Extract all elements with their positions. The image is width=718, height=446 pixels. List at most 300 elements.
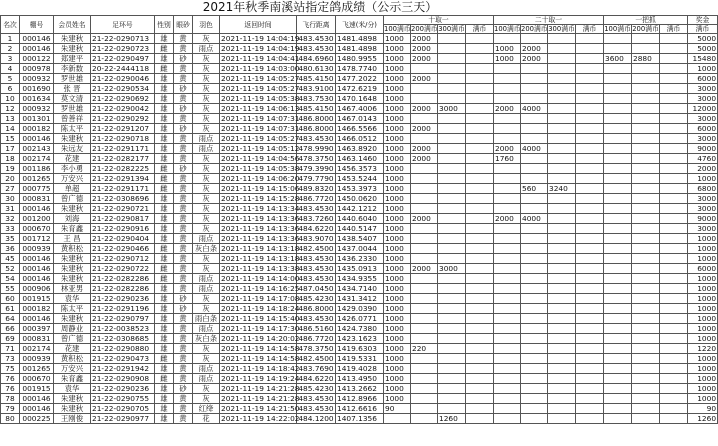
cell-time: 2021-11-19 14:14:58: [221, 344, 300, 353]
cell-ring: 21-22-0290797: [91, 314, 155, 324]
header-row-groups: [1, 16, 718, 25]
cell-rank: 18: [1, 154, 20, 164]
cell-color: 雨点: [193, 324, 220, 334]
cell-time: 2021-11-19 14:18:24: [221, 304, 300, 313]
cell-speed: 1463.1460: [336, 154, 384, 164]
cell-top20: [521, 164, 548, 174]
cell-eye: 黄: [174, 214, 193, 224]
cell-top20: [576, 94, 604, 104]
cell-sex: 雌: [155, 44, 174, 54]
cell-distance: 478.3750: [298, 344, 334, 353]
cell-top20: [576, 254, 604, 264]
cell-sex: 雄: [155, 414, 174, 424]
cell-all: 2880: [632, 54, 660, 64]
cell-all: [632, 144, 660, 154]
cell-ring: 21-22-0290466: [91, 244, 155, 254]
cell-prize: 1000: [688, 284, 718, 294]
cell-top20: [494, 354, 521, 364]
cell-eye: 砂: [174, 164, 193, 174]
cell-all: [660, 104, 688, 114]
cell-all: [604, 194, 632, 204]
cell-member: 罗世雄: [54, 74, 91, 84]
cell-all: [632, 194, 660, 204]
cell-all: [660, 144, 688, 154]
cell-time: 2021-11-19 14:17:30: [221, 324, 300, 333]
cell-speed: 1456.3573: [336, 164, 384, 174]
cell-prize: 1000: [688, 324, 718, 334]
cell-top10: [438, 334, 466, 344]
cell-top20: [576, 224, 604, 234]
cell-top10: [411, 64, 438, 74]
cell-pen: 001265: [20, 364, 54, 374]
cell-distance: 486.8000: [298, 304, 334, 313]
cell-top20: [521, 294, 548, 304]
cell-top20: [521, 154, 548, 164]
cell-sex: 雄: [155, 104, 174, 114]
cell-top10: [411, 384, 438, 394]
cell-sex: 雄: [155, 324, 174, 334]
col-speed: 飞速(米/分): [336, 16, 384, 34]
table-row: [1, 374, 718, 384]
cell-top10: [466, 264, 494, 274]
cell-all: [660, 74, 688, 84]
cell-all: [632, 214, 660, 224]
cell-speed: 1429.0390: [336, 304, 384, 314]
cell-member: 单超: [54, 184, 91, 194]
cell-pen: 001634: [20, 94, 54, 104]
sub-top20-100: 100满币: [494, 25, 521, 33]
cell-sex: 雄: [155, 344, 174, 354]
cell-sex: 雄: [155, 74, 174, 84]
cell-color: 灰白条: [193, 244, 220, 254]
cell-top20: [521, 124, 548, 134]
cell-pen: 001915: [20, 384, 54, 394]
cell-pen: 000146: [20, 264, 54, 274]
cell-pen: 000146: [20, 394, 54, 404]
cell-sex: 雌: [155, 264, 174, 274]
cell-all: [660, 254, 688, 264]
cell-all: [604, 354, 632, 364]
cell-pen: 000146: [20, 204, 54, 214]
cell-prize: 9000: [688, 144, 718, 154]
cell-top10: [466, 364, 494, 374]
cell-all: [632, 284, 660, 294]
cell-eye: 黄: [174, 114, 193, 124]
cell-pen: 000670: [20, 374, 54, 384]
cell-top20: [521, 374, 548, 384]
cell-time: 2021-11-19 14:21:28: [221, 394, 300, 403]
cell-ring: 21-22-0038523: [91, 324, 155, 334]
cell-color: 雨点: [193, 374, 220, 384]
cell-speed: 1466.5566: [336, 124, 384, 134]
table-row: [1, 154, 718, 164]
cell-eye: 砂: [174, 384, 193, 394]
cell-color: 灰: [193, 214, 220, 224]
cell-color: 雨点: [193, 274, 220, 284]
cell-all: [660, 34, 688, 44]
cell-top10: 2000: [411, 44, 438, 54]
cell-top10: 1000: [384, 374, 411, 384]
cell-rank: 13: [1, 114, 20, 124]
cell-distance: 478.3750: [298, 154, 334, 163]
cell-top10: 1000: [384, 54, 411, 64]
cell-pen: 000775: [20, 184, 54, 194]
cell-color: 灰: [193, 204, 220, 214]
cell-prize: 3000: [688, 84, 718, 94]
cell-rank: 30: [1, 194, 20, 204]
cell-sex: 雌: [155, 164, 174, 174]
cell-speed: 1419.4028: [336, 364, 384, 374]
cell-prize: 9000: [688, 214, 718, 224]
cell-sex: 雄: [155, 394, 174, 404]
cell-all: [660, 244, 688, 254]
cell-pen: 002143: [20, 144, 54, 154]
cell-speed: 1467.4006: [336, 104, 384, 114]
cell-distance: 485.4230: [298, 294, 334, 303]
cell-top20: 4000: [521, 104, 548, 114]
cell-time: 2021-11-19 14:05:38: [221, 164, 300, 173]
cell-top20: [521, 284, 548, 294]
cell-prize: 4760: [688, 154, 718, 164]
table-row: [1, 264, 718, 274]
cell-rank: 32: [1, 214, 20, 224]
cell-rank: 31: [1, 204, 20, 214]
cell-top20: [548, 54, 576, 64]
cell-all: [632, 104, 660, 114]
cell-top10: [466, 324, 494, 334]
cell-top10: [438, 384, 466, 394]
cell-member: 周静业: [54, 324, 91, 334]
cell-top20: [521, 304, 548, 314]
cell-eye: 黄: [174, 264, 193, 274]
cell-rank: 79: [1, 404, 20, 414]
cell-top10: [438, 164, 466, 174]
cell-member: 李新数: [54, 64, 91, 74]
cell-top20: [494, 374, 521, 384]
cell-all: [660, 284, 688, 294]
cell-all: [604, 224, 632, 234]
cell-sex: 雄: [155, 154, 174, 164]
cell-top20: [494, 334, 521, 344]
cell-distance: 479.3990: [298, 164, 334, 173]
cell-top10: 1000: [384, 114, 411, 124]
cell-all: [604, 324, 632, 334]
cell-top20: 560: [521, 184, 548, 194]
cell-time: 2021-11-19 14:16:25: [221, 284, 300, 293]
cell-top20: [576, 264, 604, 274]
cell-rank: 10: [1, 94, 20, 104]
cell-eye: 黄: [174, 314, 193, 324]
cell-top10: [466, 174, 494, 184]
cell-top10: 1000: [384, 394, 411, 404]
cell-pen: 001712: [20, 234, 54, 244]
cell-distance: 483.4530: [298, 44, 334, 53]
cell-all: [604, 364, 632, 374]
cell-ring: 21-22-0290497: [91, 54, 155, 64]
cell-distance: 486.8000: [298, 114, 334, 123]
cell-all: [604, 384, 632, 394]
cell-color: 灰: [193, 154, 220, 164]
cell-top10: 1000: [384, 234, 411, 244]
cell-pen: 001690: [20, 84, 54, 94]
cell-member: 花建: [54, 344, 91, 354]
cell-top10: 2000: [411, 54, 438, 64]
cell-member: 朱远友: [54, 144, 91, 154]
cell-top10: [411, 234, 438, 244]
cell-top20: [576, 384, 604, 394]
cell-top10: [411, 174, 438, 184]
cell-eye: 黄: [174, 404, 193, 414]
cell-prize: 5000: [688, 44, 718, 54]
cell-top10: 220: [411, 344, 438, 354]
cell-member: 王 昌: [54, 234, 91, 244]
cell-top10: [466, 104, 494, 114]
cell-top20: [576, 184, 604, 194]
cell-all: [660, 184, 688, 194]
cell-top20: [494, 384, 521, 394]
cell-color: 灰: [193, 254, 220, 264]
cell-top20: [494, 254, 521, 264]
cell-sex: 雄: [155, 54, 174, 64]
cell-all: [660, 344, 688, 354]
cell-eye: 黄: [174, 334, 193, 344]
cell-prize: 1000: [688, 354, 718, 364]
table-row: [1, 304, 718, 314]
cell-prize: 15480: [688, 54, 718, 64]
cell-all: [604, 264, 632, 274]
cell-top20: [494, 294, 521, 304]
cell-color: 灰: [193, 174, 220, 184]
table-row: [1, 314, 718, 324]
cell-top10: [466, 354, 494, 364]
cell-color: 雨点: [193, 134, 220, 144]
cell-top10: [411, 284, 438, 294]
cell-time: 2021-11-19 14:15:40: [221, 314, 300, 323]
cell-top20: [494, 224, 521, 234]
cell-top10: [438, 374, 466, 384]
cell-rank: 33: [1, 224, 20, 234]
cell-top20: [576, 44, 604, 54]
cell-all: [660, 84, 688, 94]
cell-top10: [466, 34, 494, 44]
table-row: [1, 84, 718, 94]
cell-top20: [548, 244, 576, 254]
cell-top10: [466, 344, 494, 354]
cell-rank: 14: [1, 124, 20, 134]
cell-all: [660, 394, 688, 404]
sub-all-200: 200满币: [632, 25, 659, 33]
cell-all: [660, 324, 688, 334]
cell-eye: 黄: [174, 244, 193, 254]
cell-pen: 000146: [20, 274, 54, 284]
cell-all: [660, 204, 688, 214]
cell-prize: 90: [688, 404, 718, 414]
cell-top20: [521, 84, 548, 94]
cell-top20: [548, 144, 576, 154]
cell-top20: [548, 204, 576, 214]
cell-ring: 21-22-0291394: [91, 174, 155, 184]
cell-top10: 2000: [411, 74, 438, 84]
cell-all: [632, 274, 660, 284]
group-top20: 二十取一: [494, 16, 604, 25]
col-pen: 棚号: [20, 16, 54, 34]
cell-time: 2021-11-19 14:05:12: [221, 144, 300, 153]
cell-eye: 砂: [174, 54, 193, 64]
cell-all: [632, 74, 660, 84]
cell-rank: 52: [1, 264, 20, 274]
cell-all: [604, 134, 632, 144]
cell-top20: [548, 354, 576, 364]
cell-top10: [438, 344, 466, 354]
cell-top20: [576, 344, 604, 354]
cell-sex: 雄: [155, 284, 174, 294]
table-row: [1, 54, 718, 64]
cell-prize: 1000: [688, 254, 718, 264]
cell-top10: [466, 244, 494, 254]
cell-all: [660, 334, 688, 344]
sub-top10-200: 200满币: [411, 25, 438, 33]
results-body: [1, 34, 718, 424]
cell-color: 灰: [193, 354, 220, 364]
cell-all: [660, 94, 688, 104]
cell-ring: 21-22-0290723: [91, 44, 155, 54]
cell-top20: [521, 274, 548, 284]
cell-top20: [521, 244, 548, 254]
cell-top10: 1000: [384, 104, 411, 114]
cell-top20: [494, 394, 521, 404]
cell-eye: 黄: [174, 234, 193, 244]
cell-top10: 1000: [384, 204, 411, 214]
cell-eye: 黄: [174, 324, 193, 334]
cell-top20: [576, 304, 604, 314]
cell-all: [660, 134, 688, 144]
cell-rank: 6: [1, 84, 20, 94]
cell-pen: 000831: [20, 194, 54, 204]
cell-all: [632, 84, 660, 94]
cell-prize: 1000: [688, 394, 718, 404]
cell-speed: 1434.7140: [336, 284, 384, 294]
cell-sex: 雄: [155, 304, 174, 314]
cell-ring: 21-22-0290712: [91, 254, 155, 264]
cell-member: 林亚男: [54, 284, 91, 294]
cell-sex: 雄: [155, 194, 174, 204]
cell-member: 朱建秋: [54, 254, 91, 264]
col-distance: 飞行距离: [297, 16, 336, 34]
cell-all: [632, 414, 660, 424]
cell-time: 2021-11-19 14:06:13: [221, 104, 300, 113]
cell-color: 灰: [193, 384, 220, 394]
cell-member: 曾广德: [54, 334, 91, 344]
cell-ring: 21-22-0282177: [91, 154, 155, 164]
cell-top20: [548, 264, 576, 274]
table-row: [1, 204, 718, 214]
cell-top20: [521, 314, 548, 324]
cell-speed: 1442.1212: [336, 204, 384, 214]
cell-sex: 雌: [155, 244, 174, 254]
cell-top10: 1000: [384, 64, 411, 74]
cell-ring: 21-22-0290042: [91, 104, 155, 114]
cell-color: 灰白条: [193, 334, 220, 344]
cell-distance: 486.8000: [298, 124, 334, 133]
cell-top20: [521, 64, 548, 74]
cell-color: 雨点: [193, 364, 220, 374]
cell-pen: 002174: [20, 154, 54, 164]
cell-prize: 2000: [688, 164, 718, 174]
cell-distance: 480.6130: [298, 64, 334, 73]
cell-all: [660, 264, 688, 274]
cell-top10: [466, 84, 494, 94]
cell-top20: [548, 374, 576, 384]
cell-speed: 1440.6040: [336, 214, 384, 224]
cell-eye: 黄: [174, 254, 193, 264]
cell-top10: [466, 314, 494, 324]
cell-top20: [548, 234, 576, 244]
cell-top20: [576, 214, 604, 224]
cell-top20: [494, 234, 521, 244]
cell-pen: 000146: [20, 34, 54, 44]
cell-all: [632, 264, 660, 274]
cell-rank: 69: [1, 334, 20, 344]
cell-top20: [576, 104, 604, 114]
cell-top20: 2000: [494, 214, 521, 224]
cell-all: [604, 144, 632, 154]
cell-top20: [576, 314, 604, 324]
cell-top20: [576, 174, 604, 184]
cell-top20: [521, 34, 548, 44]
sub-all-100: 100满币: [604, 25, 631, 33]
cell-speed: 1470.1648: [336, 94, 384, 104]
cell-member: 朱建秋: [54, 404, 91, 414]
cell-top20: 4000: [521, 144, 548, 154]
cell-time: 2021-11-19 14:13:18: [221, 244, 300, 253]
cell-all: [604, 394, 632, 404]
cell-ring: 21-22-0290236: [91, 384, 155, 394]
cell-color: 灰: [193, 94, 220, 104]
cell-top20: [576, 414, 604, 424]
cell-sex: 雄: [155, 114, 174, 124]
cell-speed: 1435.0913: [336, 264, 384, 274]
cell-ring: 21-22-0290473: [91, 354, 155, 364]
cell-ring: 21-22-0290817: [91, 214, 155, 224]
cell-all: [604, 214, 632, 224]
cell-eye: 砂: [174, 84, 193, 94]
cell-prize: 1000: [688, 274, 718, 284]
cell-all: [660, 224, 688, 234]
cell-top10: 1000: [384, 164, 411, 174]
cell-top10: [411, 254, 438, 264]
cell-top20: [548, 404, 576, 414]
cell-all: [604, 334, 632, 344]
cell-speed: 1478.7740: [336, 64, 384, 74]
cell-member: 朱建秋: [54, 264, 91, 274]
cell-top10: 1000: [384, 384, 411, 394]
cell-all: [660, 274, 688, 284]
cell-ring: 21-22-0291196: [91, 304, 155, 314]
sub-prize: 满币: [688, 25, 718, 34]
cell-distance: 483.9100: [298, 84, 334, 93]
cell-top10: [411, 204, 438, 214]
cell-all: [604, 234, 632, 244]
cell-member: 朱育鑫: [54, 224, 91, 234]
cell-member: 李小勇: [54, 164, 91, 174]
cell-sex: 雌: [155, 184, 174, 194]
cell-member: 万安兴: [54, 174, 91, 184]
cell-color: 灰: [193, 304, 220, 314]
cell-top10: [438, 324, 466, 334]
cell-all: [604, 174, 632, 184]
cell-rank: 61: [1, 304, 20, 314]
cell-top20: [548, 364, 576, 374]
